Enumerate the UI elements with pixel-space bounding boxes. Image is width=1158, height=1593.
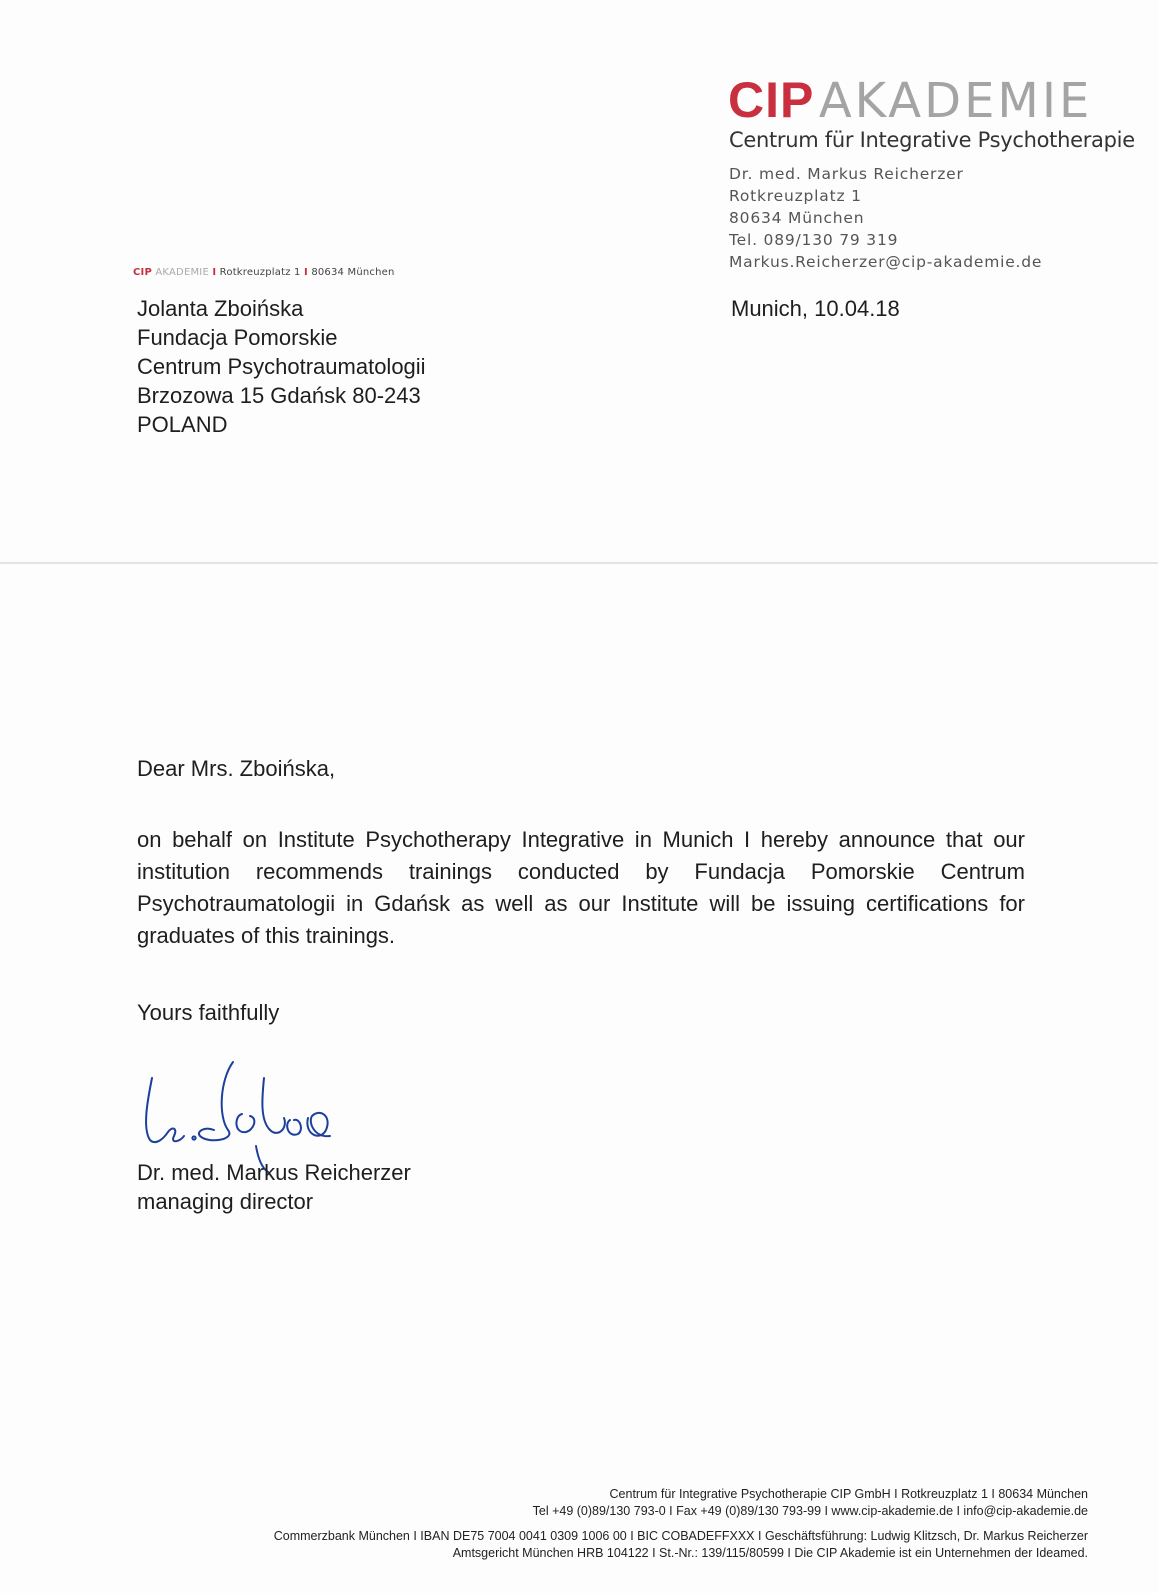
- recipient-organization: Fundacja Pomorskie: [137, 325, 338, 350]
- letter-date: Munich, 10.04.18: [731, 296, 900, 321]
- recipient-organization-2: Centrum Psychotraumatologii: [137, 354, 426, 379]
- logo-cip: CIP: [728, 72, 815, 128]
- signer-name: Dr. med. Markus Reicherzer: [137, 1160, 411, 1185]
- return-cip: CIP: [133, 267, 152, 278]
- sender-email: Markus.Reicherzer@cip-akademie.de: [729, 253, 1043, 271]
- return-separator: I: [304, 267, 308, 278]
- letter-body: on behalf on Institute Psychotherapy Integrative in Munich I hereby announce that our institution recommends trainings conducted by Fundacja Pomorskie Centrum Psychotraumatologii in Gdańsk as well as our Institute will be issuing certifications for graduates of this trainings.: [137, 827, 1025, 948]
- signer-block: [137, 1158, 411, 1216]
- logo-akademie: AKADEMIE: [818, 73, 1093, 129]
- logo-subtitle: Centrum für Integrative Psychotherapie: [729, 128, 1135, 152]
- recipient-country: POLAND: [137, 412, 228, 437]
- recipient-street: Brzozowa 15 Gdańsk 80-243: [137, 383, 421, 408]
- cip-akademie-logo: [728, 72, 1093, 129]
- footer-contact: Tel +49 (0)89/130 793-0 I Fax +49 (0)89/130 793-99 I www.cip-akademie.de I info@cip-akademie.de: [532, 1504, 1088, 1518]
- footer-registry: Amtsgericht München HRB 104122 I St.-Nr.: 139/115/80599 I Die CIP Akademie ist ein Unternehmen der Ideamed.: [452, 1546, 1088, 1560]
- salutation: Dear Mrs. Zboińska,: [137, 756, 336, 781]
- return-separator: I: [212, 267, 217, 278]
- return-akademie: AKADEMIE: [155, 267, 209, 278]
- return-street: Rotkreuzplatz 1: [219, 267, 301, 278]
- sender-name: Dr. med. Markus Reicherzer: [729, 165, 964, 183]
- footer-bank: Commerzbank München I IBAN DE75 7004 0041 0309 1006 00 I BIC COBADEFFXXX I Geschäftsführung: Ludwig Klitzsch, Dr. Markus Reicherzer: [273, 1529, 1088, 1543]
- closing: Yours faithfully: [137, 1000, 280, 1025]
- paper-fold-line: [0, 562, 1158, 564]
- signer-title: managing director: [137, 1189, 314, 1214]
- recipient-address: [137, 294, 426, 439]
- letter-footer: [274, 1486, 1088, 1562]
- sender-address: [729, 163, 1042, 273]
- footer-company: Centrum für Integrative Psychotherapie CIP GmbH I Rotkreuzplatz 1 I 80634 München: [609, 1487, 1088, 1501]
- sender-city: 80634 München: [729, 209, 865, 227]
- recipient-name: Jolanta Zboińska: [137, 296, 304, 321]
- return-address-line: [133, 267, 395, 278]
- sender-street: Rotkreuzplatz 1: [729, 187, 862, 205]
- return-city: 80634 München: [311, 267, 395, 278]
- sender-phone: Tel. 089/130 79 319: [729, 231, 899, 249]
